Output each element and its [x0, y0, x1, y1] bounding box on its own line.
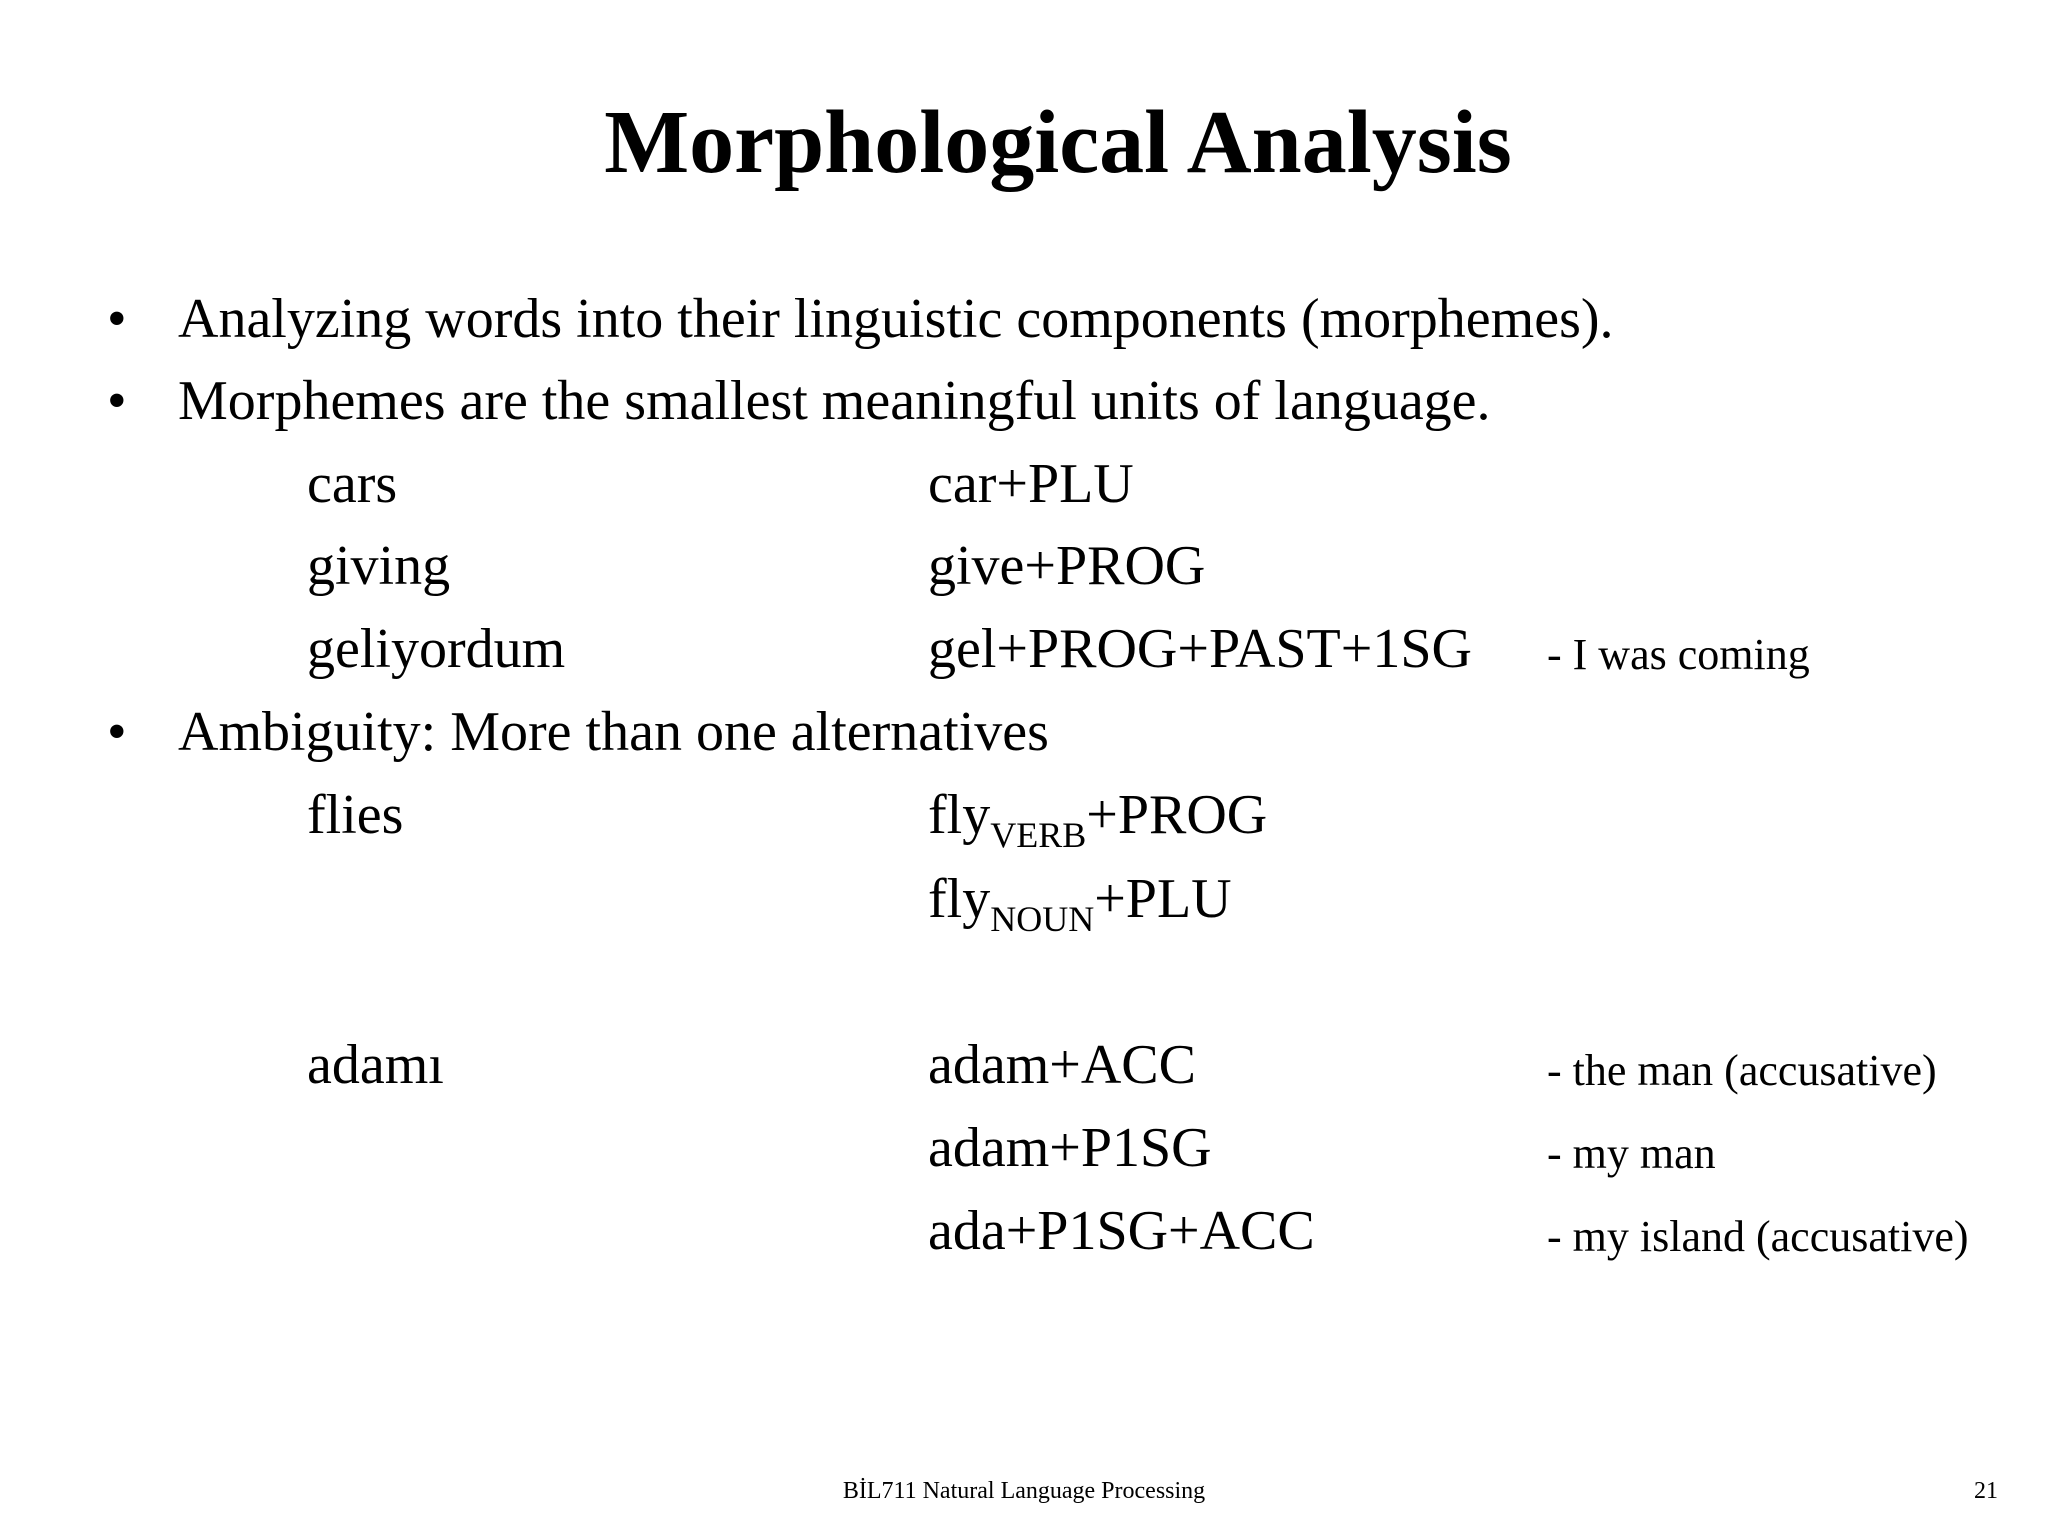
example-analysis: car+PLU — [928, 453, 1134, 515]
analysis-pos-subscript: NOUN — [990, 899, 1095, 939]
ambiguous-analysis — [928, 864, 1232, 939]
example-word: cars — [307, 453, 398, 515]
bullet-text-definition: Analyzing words into their linguistic components (morphemes). — [178, 288, 1614, 350]
analysis-stem: fly — [928, 868, 991, 930]
analysis-suffix: +PLU — [1094, 868, 1232, 930]
analysis-pos-subscript: VERB — [990, 815, 1087, 855]
ambiguous-analysis: ada+P1SG+ACC — [928, 1200, 1315, 1262]
example-gloss: - I was coming — [1547, 630, 1810, 679]
ambiguous-word: flies — [307, 784, 404, 846]
bullet-marker: • — [107, 701, 127, 763]
ambiguous-analysis — [928, 780, 1268, 855]
analysis-gloss: - the man (accusative) — [1547, 1046, 1937, 1095]
example-analysis: gel+PROG+PAST+1SG — [928, 618, 1472, 680]
example-analysis: give+PROG — [928, 535, 1206, 597]
analysis-gloss: - my man — [1547, 1129, 1716, 1178]
bullet-text-morphemes: Morphemes are the smallest meaningful units of language. — [178, 370, 1491, 432]
ambiguous-analysis: adam+ACC — [928, 1034, 1196, 1096]
page-number: 21 — [1974, 1478, 1998, 1504]
analysis-gloss: - my island (accusative) — [1547, 1212, 1969, 1261]
analysis-suffix: +PROG — [1086, 784, 1268, 846]
example-word: giving — [307, 535, 451, 597]
bullet-text-ambiguity: Ambiguity: More than one alternatives — [178, 701, 1049, 763]
footer-course: BİL711 Natural Language Processing — [842, 1478, 1206, 1504]
bullet-marker: • — [107, 370, 127, 432]
analysis-stem: fly — [928, 784, 991, 846]
ambiguous-word: adamı — [307, 1034, 444, 1096]
bullet-marker: • — [107, 288, 127, 350]
example-word: geliyordum — [307, 618, 566, 680]
ambiguous-analysis: adam+P1SG — [928, 1117, 1212, 1179]
slide-title: Morphological Analysis — [604, 93, 1512, 192]
